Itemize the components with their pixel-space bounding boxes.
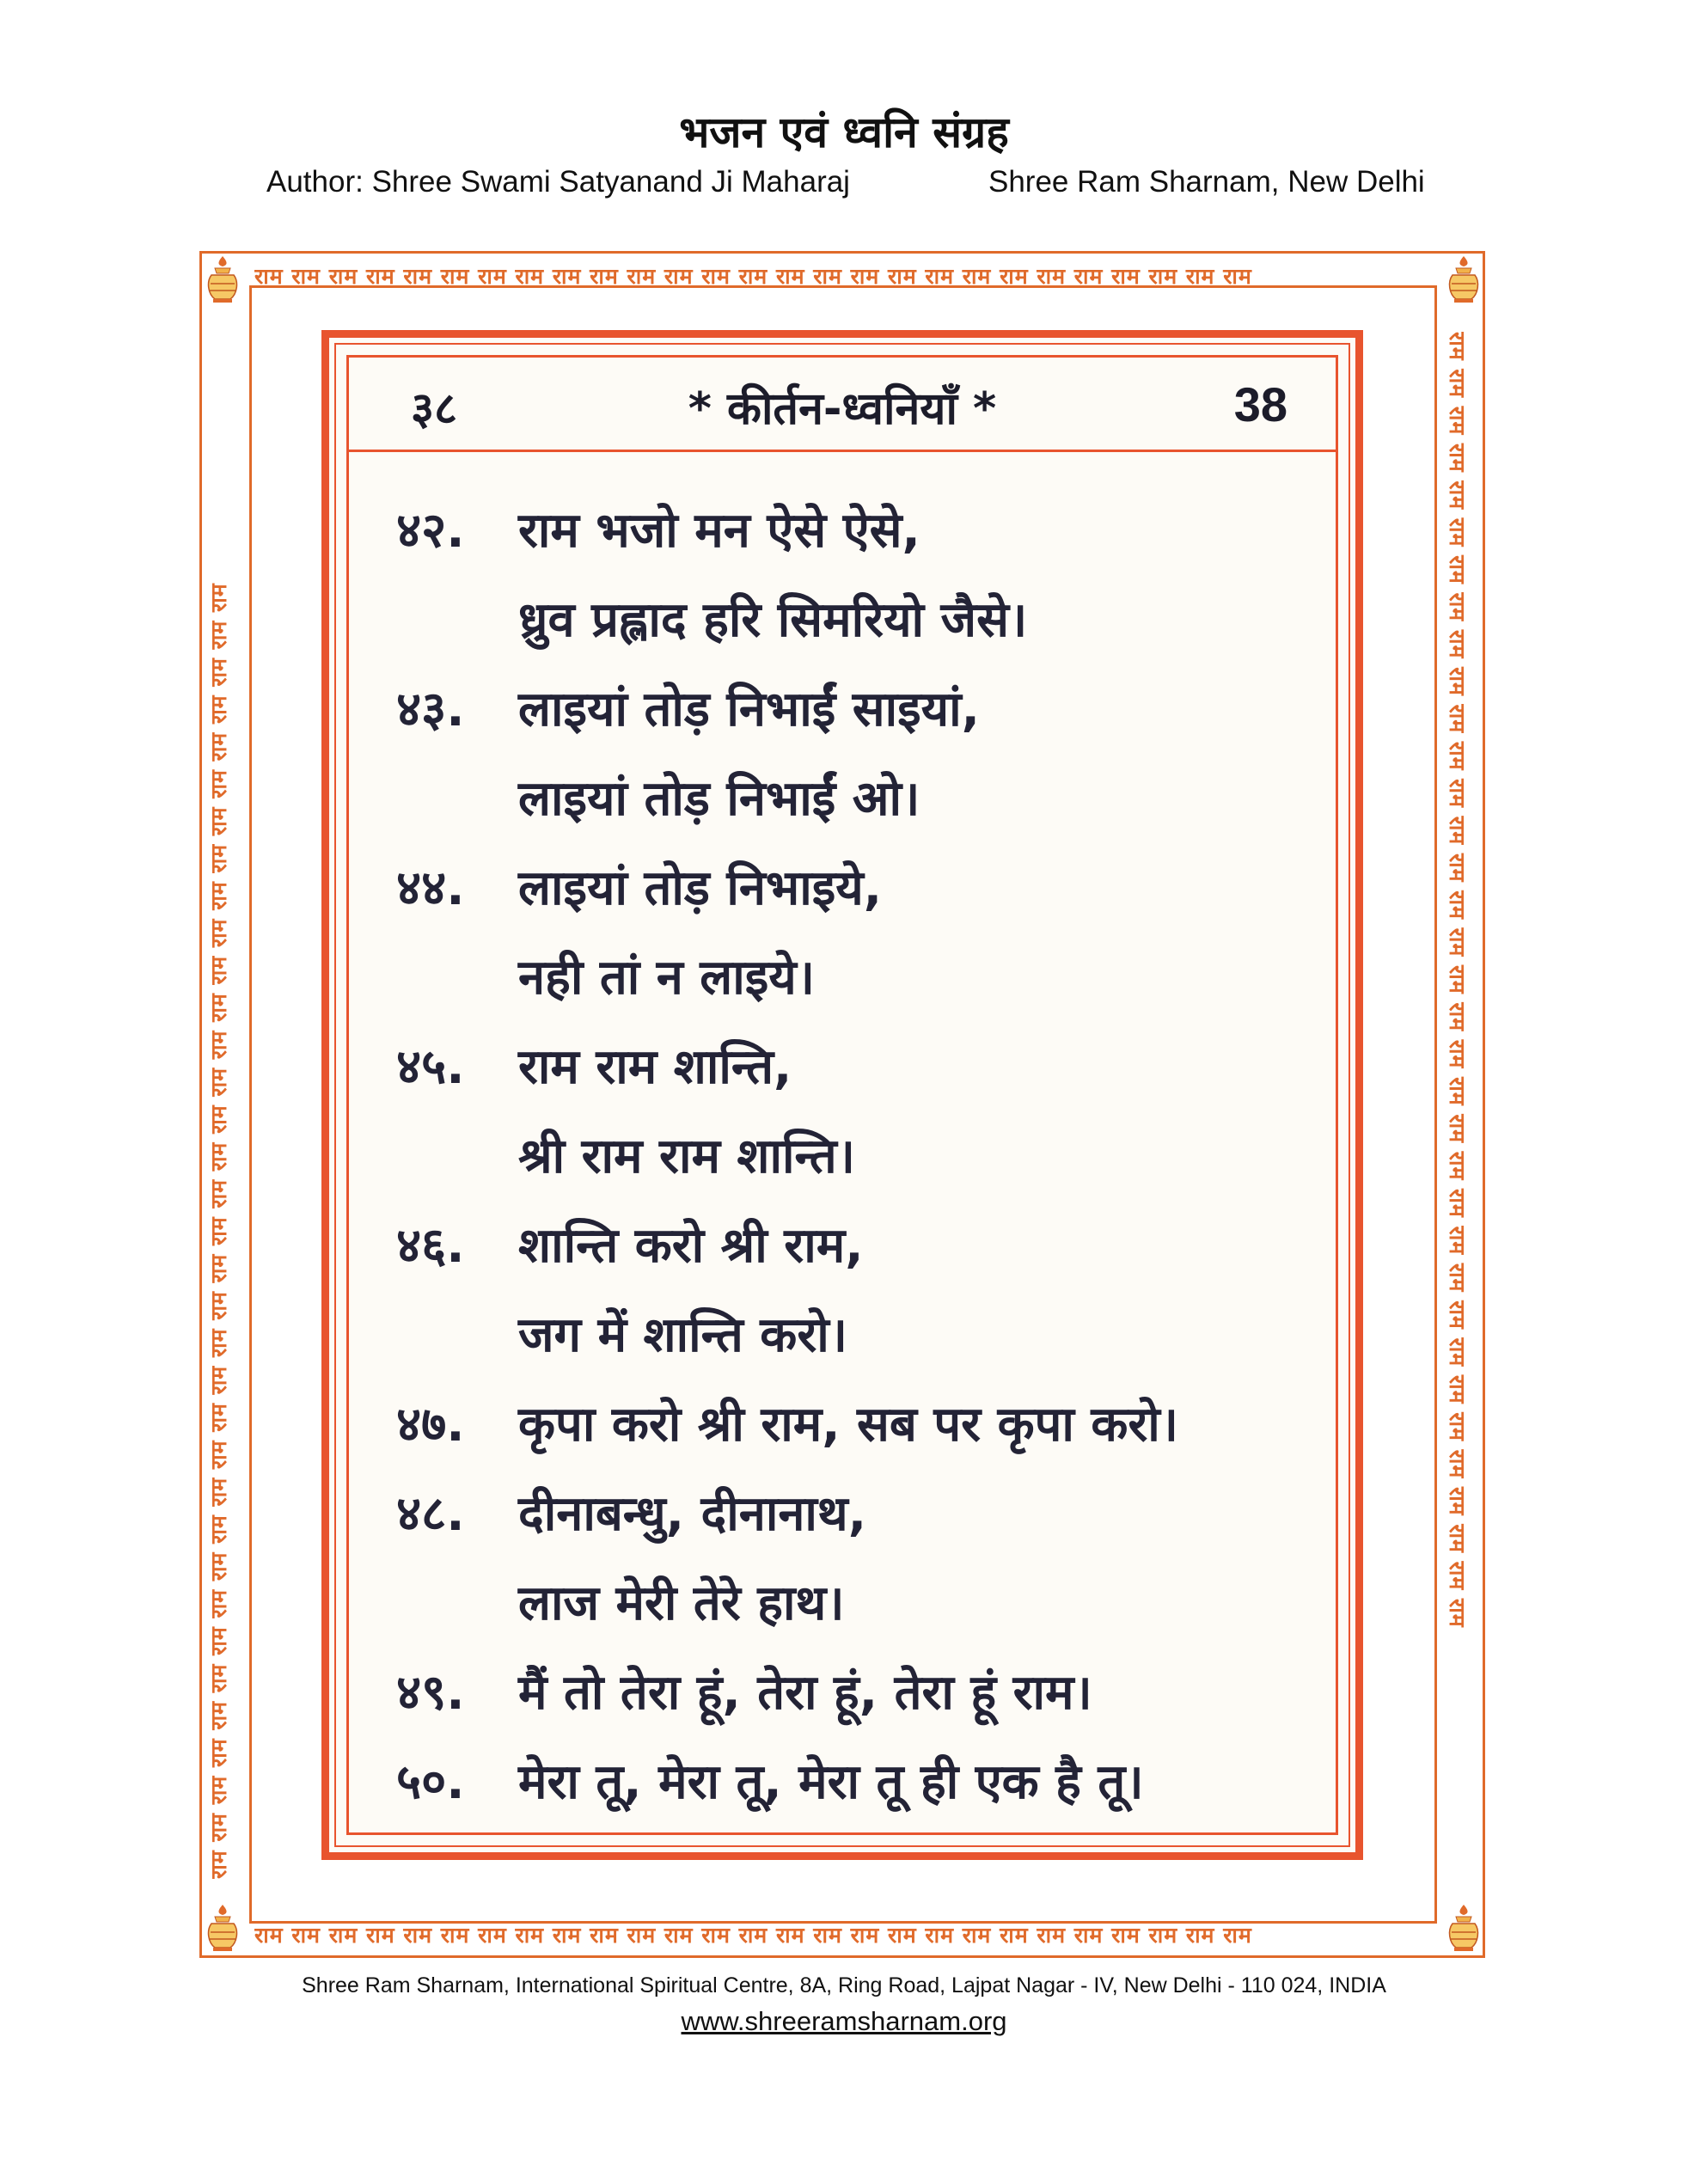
verse-number: ४४. — [396, 860, 465, 916]
verse-number: ४८. — [396, 1486, 465, 1542]
verse-number: ४५. — [396, 1039, 465, 1095]
ram-border-bottom: राम राम राम राम राम राम राम राम राम राम राम राम राम राम राम राम राम राम राम राम राम राम राम राम राम राम राम — [254, 1923, 1252, 1948]
section-heading: * कीर्तन-ध्वनियाँ * — [688, 383, 997, 435]
verse-text: मैं तो तेरा हूं, तेरा हूं, तेरा हूं राम। — [518, 1665, 1092, 1721]
verse-line — [396, 675, 980, 740]
verse-number: ४७. — [396, 1397, 465, 1453]
verse-line — [396, 496, 920, 561]
verse-line — [396, 764, 920, 829]
verse-line — [396, 853, 882, 919]
verse-text: लाइयां तोड़ निभाईं ओ। — [518, 771, 920, 827]
verse-text: राम राम शान्ति, — [518, 1039, 792, 1095]
page-number: 38 — [1233, 377, 1287, 431]
verse-line — [396, 1658, 1092, 1723]
verse-line — [396, 1747, 1144, 1813]
card-header — [349, 358, 1336, 452]
verse-text: मेरा तू, मेरा तू, मेरा तू ही एक है तू। — [518, 1754, 1144, 1810]
verse-line — [396, 943, 815, 1008]
ram-border-right: राम राम राम राम राम राम राम राम राम राम राम राम राम राम राम राम राम राम राम राम राम राम राम राम राम राम राम राम राम राम राम राम राम राम राम — [1445, 332, 1470, 1628]
verse-line — [396, 1300, 847, 1366]
verse-number: ४२. — [396, 503, 465, 559]
verse-text: शान्ति करो श्री राम, — [518, 1218, 864, 1274]
verse-line — [396, 1032, 792, 1098]
kalash-icon — [203, 254, 242, 304]
verse-text: लाइयां तोड़ निभाईं साइयां, — [518, 682, 980, 737]
page-number-hindi: ३८ — [411, 383, 458, 435]
verse-number: ५०. — [396, 1754, 465, 1810]
verse-line — [396, 585, 1027, 651]
ram-border-top: राम राम राम राम राम राम राम राम राम राम राम राम राम राम राम राम राम राम राम राम राम राम राम राम राम राम राम — [254, 264, 1252, 289]
scanned-page-card — [321, 330, 1363, 1860]
ram-border-left: राम राम राम राम राम राम राम राम राम राम राम राम राम राम राम राम राम राम राम राम राम राम राम राम राम राम राम राम राम राम राम राम राम राम राम — [206, 583, 231, 1879]
verse-line — [396, 1569, 844, 1634]
verse-number: ४६. — [396, 1218, 465, 1274]
verse-text: लाइयां तोड़ निभाइये, — [518, 860, 883, 916]
verse-line — [396, 1211, 863, 1276]
verse-text: राम भजो मन ऐसे ऐसे, — [518, 503, 920, 559]
kalash-icon — [1444, 254, 1483, 304]
verse-text: ध्रुव प्रह्लाद हरि सिमरियो जैसे। — [518, 592, 1028, 648]
verse-line — [396, 1122, 855, 1187]
verse-text: जग में शान्ति करो। — [518, 1307, 847, 1363]
footer-address: Shree Ram Sharnam, International Spiritual Centre, 8A, Ring Road, Lajpat Nagar - IV, New Delhi - 110 024, INDIA — [302, 1973, 1386, 1997]
author-line: Author: Shree Swami Satyanand Ji Maharaj — [266, 165, 850, 199]
verse-line — [396, 1479, 866, 1545]
verse-line — [396, 1390, 1178, 1455]
verse-number: ४९. — [396, 1665, 465, 1721]
kalash-icon — [1444, 1903, 1483, 1953]
verse-text: लाज मेरी तेरे हाथ। — [518, 1575, 845, 1631]
verse-text: कृपा करो श्री राम, सब पर कृपा करो। — [518, 1397, 1179, 1453]
website-link[interactable]: www.shreeramsharnam.org — [681, 2006, 1007, 2036]
verse-text: नही तां न लाइये। — [518, 950, 815, 1006]
document-title: भजन एवं ध्वनि संग्रह — [679, 107, 1009, 157]
verse-number: ४३. — [396, 682, 465, 737]
kalash-icon — [203, 1903, 242, 1953]
verse-text: श्री राम राम शान्ति। — [518, 1129, 855, 1184]
publisher-line: Shree Ram Sharnam, New Delhi — [988, 165, 1425, 199]
verse-text: दीनाबन्धु, दीनानाथ, — [518, 1486, 866, 1542]
